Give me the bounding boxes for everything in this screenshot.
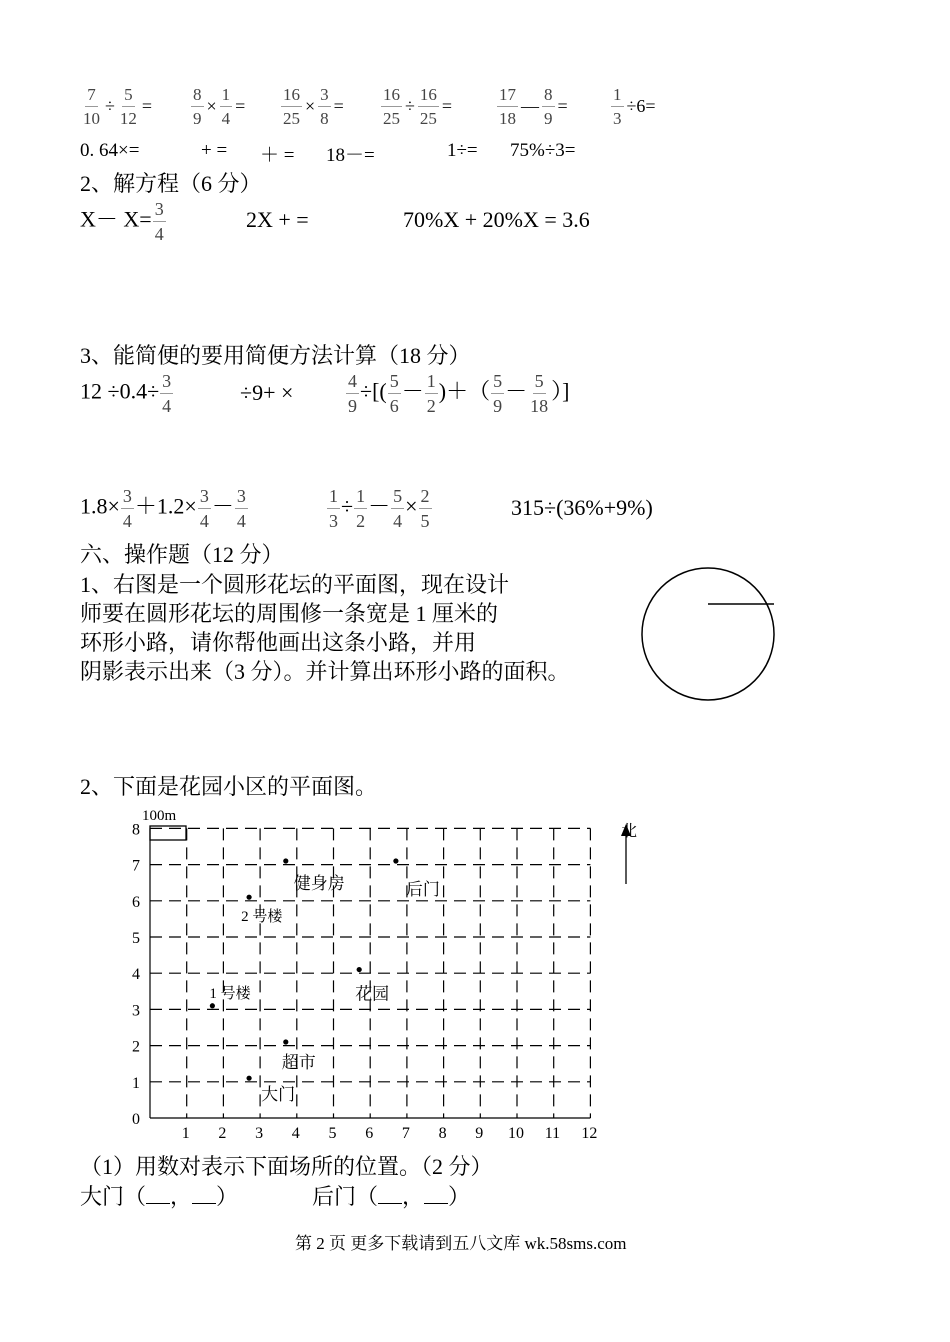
- x-tick-label: 6: [365, 1125, 374, 1142]
- location-point: [357, 967, 362, 972]
- calc-4: $\frac{16}{25}$ ÷ $\frac{16}{25}$ =: [383, 85, 453, 128]
- location-label: 后门: [405, 879, 440, 899]
- page-footer: 第 2 页 更多下载请到五八文库 wk.58sms.com: [295, 1234, 627, 1253]
- map-grid: [150, 828, 590, 1118]
- location-point: [246, 1076, 251, 1081]
- equation-2: 2X + =: [246, 207, 309, 232]
- back-y-blank[interactable]: [424, 1185, 448, 1204]
- y-tick-label: 5: [132, 930, 140, 947]
- calc-6: $\frac{1}{3}$ ÷6=: [613, 85, 656, 128]
- x-tick-label: 12: [581, 1125, 598, 1142]
- flower-bed-circle: [636, 562, 780, 706]
- simplify-4: 1.8× $\frac{3}{4}$ ＋1.2× $\frac{3}{4}$ － $\frac{3}{4}$: [80, 486, 246, 531]
- calc-3: $\frac{16}{25}$ × $\frac{3}{8}$ =: [283, 85, 344, 128]
- x-tick-label: 5: [328, 1125, 337, 1142]
- calc-5: $\frac{17}{18}$ — $\frac{8}{9}$ =: [499, 85, 568, 128]
- y-tick-label: 1: [132, 1074, 140, 1092]
- x-tick-label: 3: [255, 1125, 264, 1142]
- x-tick-label: 2: [218, 1125, 227, 1142]
- section-2-heading: 2、解方程（6 分）: [80, 171, 262, 196]
- location-label: 1 号楼: [209, 985, 251, 1002]
- question-2-sub: （1）用数对表示下面场所的位置。（2 分）: [80, 1154, 493, 1179]
- gate-x-blank[interactable]: [146, 1185, 170, 1204]
- location-label: 花园: [355, 984, 390, 1004]
- gate-y-blank[interactable]: [192, 1185, 216, 1204]
- answer-back-gate: 后门（ ， ）: [312, 1184, 471, 1209]
- back-x-blank[interactable]: [378, 1185, 402, 1204]
- x-tick-label: 11: [544, 1125, 561, 1142]
- x-tick-label: 1: [181, 1125, 190, 1142]
- section-3-heading: 3、能简便的要用简便方法计算（18 分）: [80, 343, 471, 368]
- calc-row-1: [80, 86, 154, 127]
- section-6-heading: 六、操作题（12 分）: [80, 542, 284, 567]
- scale-label: 100m: [142, 808, 177, 824]
- x-tick-label: 8: [438, 1125, 447, 1142]
- answer-gate: 大门（ ， ）: [80, 1184, 239, 1209]
- location-point: [283, 1039, 288, 1044]
- location-label: 2 号楼: [241, 909, 283, 926]
- calc-row-2-item: + =: [201, 140, 228, 161]
- question-1-line: 环形小路，请你帮他画出这条小路，并用: [80, 630, 477, 655]
- y-tick-label: 4: [132, 966, 140, 984]
- question-1-line: 师要在圆形花坛的周围修一条宽是 1 厘米的: [80, 601, 499, 626]
- calc-row-2-item: 75%÷3=: [510, 140, 576, 161]
- garden-map: [120, 800, 660, 1145]
- y-tick-label: 6: [132, 893, 140, 911]
- equation-3: 70%X + 20%X = 3.6: [403, 207, 590, 232]
- location-point: [393, 858, 398, 863]
- y-tick-label: 0: [132, 1111, 140, 1128]
- calc-row-2-item: 0. 64×=: [80, 140, 140, 161]
- calc-row-2-item: 18－=: [326, 145, 375, 166]
- north-label: 北: [621, 823, 638, 840]
- location-point: [246, 895, 251, 900]
- y-tick-label: 8: [132, 821, 140, 839]
- question-2-heading: 2、下面是花园小区的平面图。: [80, 774, 378, 799]
- question-1-line: 阴影表示出来（3 分）。并计算出环形小路的面积。: [80, 659, 570, 684]
- simplify-3: $\frac{4}{9}$ ÷[( $\frac{5}{6}$ － $\frac{1}{2}$ )＋（ $\frac{5}{9}$ － $\frac{5}{18}$ ）]: [348, 371, 570, 416]
- calc-1: $\frac{7}{10}$ ÷ $\frac{5}{12}$ =: [83, 85, 153, 128]
- x-tick-label: 10: [508, 1125, 524, 1142]
- x-tick-label: 7: [401, 1125, 410, 1142]
- simplify-2: ÷9+ ×: [240, 380, 294, 405]
- y-tick-label: 2: [132, 1038, 140, 1056]
- x-tick-label: 9: [475, 1125, 484, 1142]
- calc-2: $\frac{8}{9}$ × $\frac{1}{4}$ =: [193, 85, 246, 128]
- location-label: 健身房: [293, 873, 345, 893]
- calc-row-2-item: 1÷=: [447, 140, 478, 161]
- question-1-line: 1、右图是一个圆形花坛的平面图，现在设计: [80, 572, 510, 597]
- calc-row-2-item: ＋ =: [260, 145, 295, 166]
- simplify-1: 12 ÷0.4÷ $\frac{3}{4}$: [80, 371, 172, 416]
- y-tick-label: 3: [132, 1002, 140, 1020]
- location-point: [283, 858, 288, 863]
- simplify-5: $\frac{1}{3}$ ÷ $\frac{1}{2}$ － $\frac{5}{4}$ × $\frac{2}{5}$: [329, 486, 430, 531]
- location-label: 大门: [261, 1085, 296, 1105]
- equation-1: X－ X= $\frac{3}{4}$: [80, 199, 164, 244]
- location-label: 超市: [281, 1052, 316, 1072]
- y-tick-label: 7: [132, 857, 140, 875]
- location-point: [210, 1003, 215, 1008]
- x-tick-label: 4: [291, 1125, 300, 1142]
- simplify-6: 315÷(36%+9%): [511, 495, 653, 520]
